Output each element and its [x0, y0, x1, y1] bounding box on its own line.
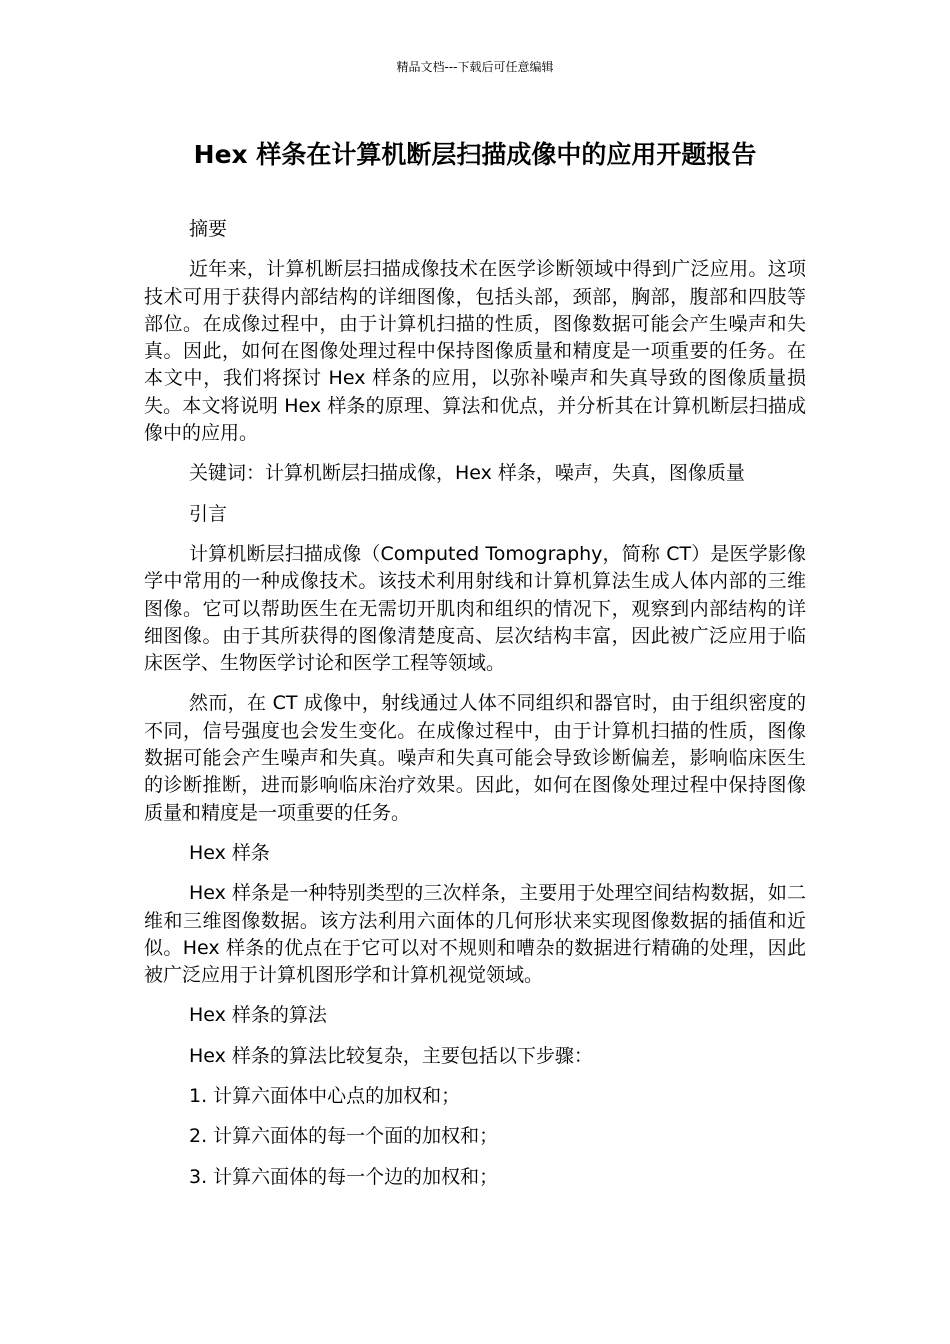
- algorithm-intro: Hex 样条的算法比较复杂，主要包括以下步骤：: [189, 1044, 593, 1067]
- algorithm-step: 2. 计算六面体的每一个面的加权和；: [189, 1125, 499, 1148]
- hex-heading: Hex 样条: [189, 841, 270, 864]
- algorithm-step: 1. 计算六面体中心点的加权和；: [189, 1085, 461, 1108]
- keywords-line: 关键词：计算机断层扫描成像，Hex 样条，噪声，失真，图像质量: [189, 462, 745, 485]
- abstract-heading: 摘要: [189, 218, 228, 240]
- intro-paragraph-1: 计算机断层扫描成像（Computed Tomography，简称 CT）是医学影像学中常用的一种成像技术。该技术利用射线和计算机算法生成人体内部的三维图像。它可以帮助医生在无需切开肌肉和组织的情况下，观察到内部结构的详细图像。由于其所获得的图像清楚度高、层次结构丰富，因此被广泛应用于临床医学、生物医学讨论和医学工程等领域。: [144, 542, 806, 675]
- algorithm-step: 3. 计算六面体的每一个边的加权和；: [189, 1165, 499, 1188]
- page-header: 精品文档---下载后可任意编辑: [396, 60, 554, 74]
- intro-heading: 引言: [189, 502, 228, 525]
- document-body: [144, 216, 806, 1191]
- intro-paragraph-2: 然而，在 CT 成像中，射线通过人体不同组织和器官时，由于组织密度的不同，信号强度也会发生变化。在成像过程中，由于计算机扫描的性质，图像数据可能会产生噪声和失真。噪声和失真可能会导致诊断偏差，影响临床医生的诊断推断，进而影响临床治疗效果。因此，如何在图像处理过程中保持图像质量和精度是一项重要的任务。: [144, 692, 806, 824]
- document-title: Hex 样条在计算机断层扫描成像中的应用开题报告: [193, 140, 757, 169]
- algorithm-heading: Hex 样条的算法: [189, 1004, 327, 1027]
- hex-paragraph: Hex 样条是一种特别类型的三次样条，主要用于处理空间结构数据，如二维和三维图像数据。该方法利用六面体的几何形状来实现图像数据的插值和近似。Hex 样条的优点在于它可以对不规则和嘈杂的数据进行精确的处理，因此被广泛应用于计算机图形学和计算机视觉领域。: [144, 882, 806, 987]
- abstract-paragraph: 近年来，计算机断层扫描成像技术在医学诊断领域中得到广泛应用。这项技术可用于获得内部结构的详细图像，包括头部，颈部，胸部，腹部和四肢等部位。在成像过程中，由于计算机扫描的性质，图像数据可能会产生噪声和失真。因此，如何在图像处理过程中保持图像质量和精度是一项重要的任务。在本文中，我们将探讨 Hex 样条的应用，以弥补噪声和失真导致的图像质量损失。本文将说明 Hex 样条的原理、算法和优点，并分析其在计算机断层扫描成像中的应用。: [144, 258, 806, 445]
